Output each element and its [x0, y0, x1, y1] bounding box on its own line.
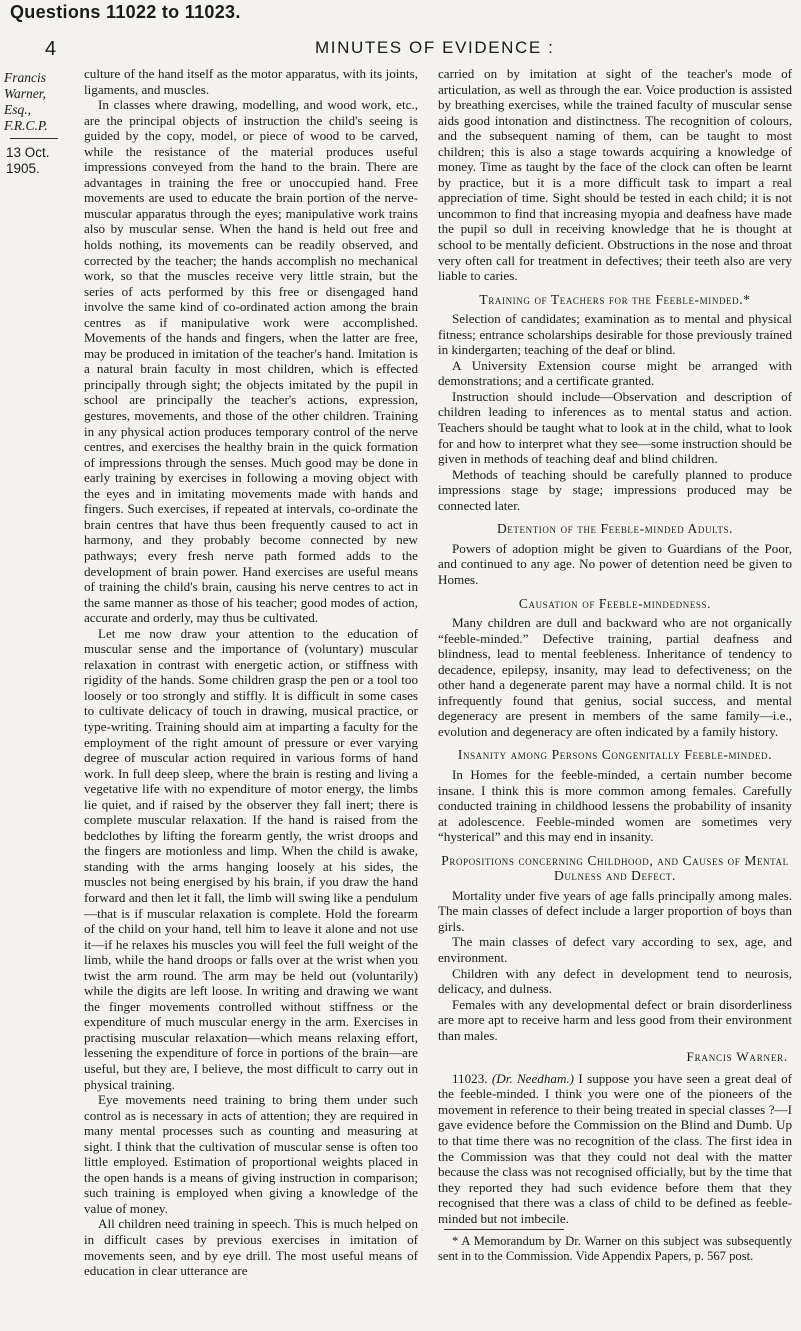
question-paragraph [438, 1071, 792, 1226]
paragraph: A University Extension course might be arranged with demonstrations; and a certificate granted. [438, 357, 792, 389]
paragraph: The main classes of defect vary according to sex, age, and environment. [438, 934, 792, 965]
footnote-rule [444, 1229, 564, 1230]
section-heading: Training of Teachers for the Feeble-minded.* [479, 291, 751, 307]
paragraph: Children with any defect in development tend to neurosis, delicacy, and dulness. [438, 965, 792, 997]
paragraph: In classes where drawing, modelling, and wood work, etc., are the principal objects of instruction the child's seeing is guided by the copy, model, or piece of wood to be carved, while the resistance of the material produces useful impressions conveyed from the hand to the brain. There are advantages in training the free or unoccupied hand. Free movements are used to educate the brain portion of the nerve-muscular apparatus through the eyes; manipulative work trains also by muscular sense. When the hand is held out free and holds nothing, its movements can be readily observed, and corrected by the teacher; the hands accomplish no mechanical work, so that the muscles receive very little strain, but the series of acts performed by this free or disengaged hand involve the same kind of co-ordinated action among the brain centres as if manipulative work were accomplished. Movements of the hands and fingers, when the latter are free, may be produced in imitation of the teacher's hand. Imitation is a natural brain faculty in most children, which is effected principally through sight; the objects imitated by the pupil in school are principally the teacher's actions, expression, gestures, movements, and those of the other children. Training in any physical action produces temporary control of the nerve centres, and exercises the healthy brain in the quick formation of impressions through the senses. Much good may be done in early training by exercises in following a moving object with the eyes and in imitating movements made with hands and fingers. Such exercises, if repeated at intervals, co-ordinate the brain centres that have thus been frequently caused to act in harmony, and they probably become connected by new pathways; every fresh nerve path formed adds to the development of brain power. Hand exercises are useful means of training the child's brain, causing his nerve centres to act in the same manner as those of his teacher; good modes of action, accurate and orderly, may thus be cultivated. [84, 97, 418, 626]
question-number: 11023. [452, 1070, 488, 1086]
signature: Francis Warner. [686, 1049, 788, 1065]
paragraph: Mortality under five years of age falls principally among males. The main classes of defect include a larger proportion of boys than girls. [438, 887, 792, 934]
witness-name-2: Warner, Esq., [4, 86, 46, 117]
margin-rule [10, 138, 58, 139]
running-head: Questions 11022 to 11023. [10, 2, 241, 22]
page-header [45, 38, 785, 62]
section-heading: Detention of the Feeble-minded Adults. [496, 521, 734, 537]
question-examiner: (Dr. Needham.) [491, 1070, 575, 1086]
question-text: I suppose you have seen a great deal of the feeble-minded. I think you were one of the pioneers of the movement in reference to their being treated in special classes ?—I gave evidence before the Commission on the Blind and Dumb. Up to that time there was no recognition of the class. The first idea in the Commission was that they could not deal with the matter because the class was not recognised officially, but by the time that they reported they had such evidence before them that they recognised that there was a class of child to be defined as feeble-minded but not imbecile. [438, 1070, 792, 1226]
page-number: 4 [45, 38, 57, 60]
right-column [438, 66, 792, 1263]
footnote: * A Memorandum by Dr. Warner on this subject was subsequently sent in to the Commission. Vide Appendix Papers, p. 567 post. [438, 1234, 792, 1263]
section-heading: Propositions concerning Childhood, and Causes of Mental Dulness and Defect. [441, 852, 789, 884]
paragraph: Many children are dull and backward who are not organically “feeble-minded.” Defective training, partial deafness and blindness, lead to mental feebleness. Inheritance of tendency to decadence, epilepsy, insanity, may lead to defectiveness; on the other hand a degenerate parent may have a normal child. It is not infrequently found that genius, social success, and mental degeneracy are present in members of the same family—i.e., evolution and degeneracy are often indicated by a family history. [438, 615, 792, 739]
paragraph: Females with any developmental defect or brain disorderliness are more apt to receive harm and less good from their environment than males. [438, 996, 792, 1043]
witness-qualifications: F.R.C.P. [4, 118, 48, 133]
paragraph: All children need training in speech. This is much helped on in difficult cases by previous exercises in imitation of movements seen, and by eye drill. The most useful means of education in clear utterance are [84, 1216, 418, 1279]
witness-name: Francis [4, 70, 46, 85]
section-heading: Insanity among Persons Congenitally Feeble-minded. [457, 747, 773, 763]
paragraph: Let me now draw your attention to the education of muscular sense and the importance of (voluntary) muscular relaxation in contrast with energetic action, or stiffness with rigidity of the hands. Some children grasp the pen or a tool too loosely or too strongly and stiffly. It is difficult in some cases to cultivate delicacy of touch in drawing, musical practice, or type-writing. Training should aim at imparting a faculty for the employment of the right amount of pressure or ever varying degree of muscular action required in various forms of hand work. In full deep sleep, where the brain is resting and living a vegetative life with no expenditure of motor energy, the limbs lie quiet, and if raised by the observer they fall inert; there is complete muscular relaxation. If the hand is raised from the bedclothes by lifting the forearm gently, the wrist droops and the fingers are motionless and limp. When the child is awake, standing with the arms hanging loosely at his sides, the muscles not being energised by his brain, if you draw the hand forward and then let it fall, the limb will swing like a pendulum—that is if muscular relaxation is complete. Hold the forearm of the child on your hand, tell him to leave it alone and not use it—if he relaxes his muscles you will feel the full weight of the limb, while the hand droops or falls over at the wrist when you twist the arm round. The arm may be held out (voluntarily) while the digits are left loose. In writing and drawing we want the finger movements controlled without stiffness or the expenditure of much muscular energy in the arm. Exercises in practising muscular relaxation—which means relaxing effort, lessening the expenditure of force in portions of the brain—are useful, but they are, I believe, the most difficult to carry out in physical training. [84, 625, 418, 1092]
paragraph: Instruction should include—Observation and description of children leading to inferences as to mental status and action. Teachers should be taught what to look at in the child, what to look for and how to interpret what they see—some instruction should be given in methods of teaching deaf and blind children. [438, 388, 792, 467]
paragraph: Methods of teaching should be carefully planned to produce impressions stage by stage; impressions produced may be connected later. [438, 466, 792, 513]
evidence-date: 13 Oct. 1905. [6, 145, 50, 176]
paragraph: Selection of candidates; examination as to mental and physical fitness; entrance scholarships desirable for those previously trained in kindergarten; teaching of the deaf or blind. [438, 311, 792, 358]
paragraph: Eye movements need training to bring them under such control as is necessary in acts of attention; they are required in many mental processes such as counting and measuring at sight. I think that the cultivation of muscular sense is often too little employed. Estimation of proportional weights placed in the open hands is a means of giving instruction in comparison; such training is employed when giving a knowledge of the value of money. [84, 1092, 418, 1216]
margin-note [4, 70, 70, 177]
section-heading: Causation of Feeble-mindedness. [518, 595, 712, 611]
paragraph: In Homes for the feeble-minded, a certain number become insane. I think this is more common among females. Carefully conducted training in childhood lessens the probability of insanity at adolescence. Feeble-minded women are sometimes very “hysterical” and this may end in insanity. [438, 766, 792, 845]
paragraph: Powers of adoption might be given to Guardians of the Poor, and continued to any age. No power of detention need be given to Homes. [438, 540, 792, 587]
left-column [84, 66, 418, 1279]
paragraph: culture of the hand itself as the motor apparatus, with its joints, ligaments, and muscles. [84, 66, 418, 97]
paragraph: carried on by imitation at sight of the teacher's mode of articulation, as well as through the ear. Voice production is assisted by breathing exercises, while the trained faculty of muscular sense aids good intonation and distinctness. The recognition of colours, and the subsequent naming of them, can be taught to most children; this is also a stage towards acquiring a knowledge of money. Time as taught by the face of the clock can often be learnt by practice, but it is a more difficult task to impart a real appreciation of time. Sight should be tested in each child; it is not uncommon to find that increasing myopia and deafness have made the pupil so dull in receiving knowledge that he is thought at school to be mentally deficient. Obstructions in the nose and throat very often call for treatment in defectives; their teeth also are very liable to caries. [438, 66, 792, 284]
page-title: MINUTES OF EVIDENCE : [315, 38, 555, 57]
